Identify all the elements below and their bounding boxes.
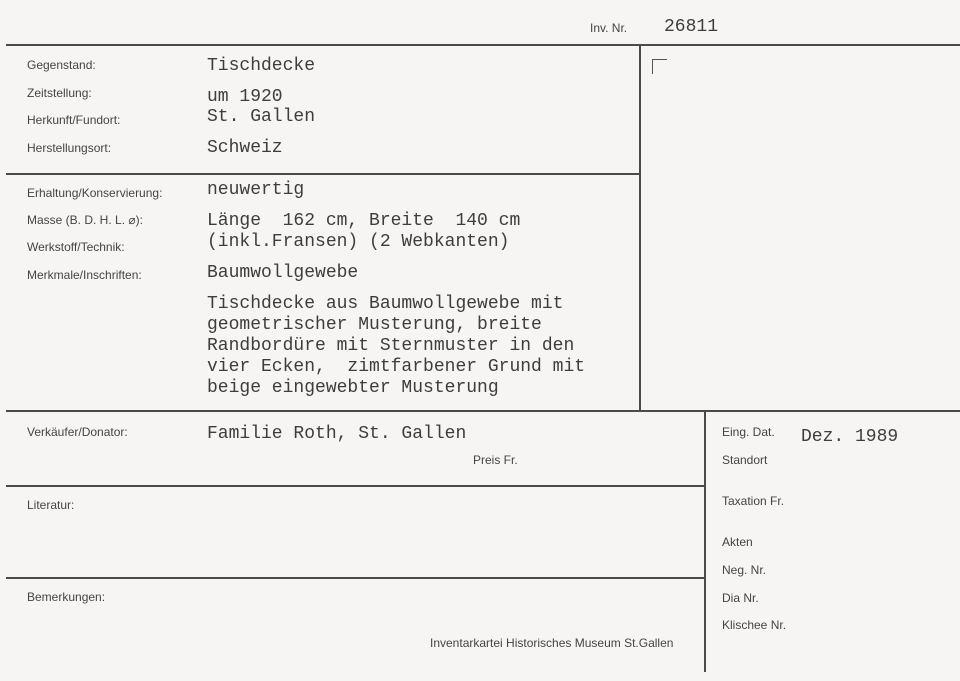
rule-vertical-bottom <box>704 410 706 672</box>
rule-section-4 <box>6 485 704 487</box>
label-masse: Masse (B. D. H. L. ⌀): <box>27 213 143 227</box>
value-eing-dat: Dez. 1989 <box>801 427 899 447</box>
value-herkunft: St. Gallen <box>207 107 316 127</box>
value-description-line-1: Tischdecke aus Baumwollgewebe mit <box>207 294 564 314</box>
rule-vertical-top <box>639 44 641 410</box>
label-klischee-nr: Klischee Nr. <box>722 618 787 632</box>
label-herkunft: Herkunft/Fundort: <box>27 113 121 127</box>
label-taxation: Taxation Fr. <box>722 494 785 508</box>
label-akten: Akten <box>722 535 753 549</box>
value-erhaltung: neuwertig <box>207 180 305 200</box>
label-standort: Standort <box>722 453 768 467</box>
label-herstellungsort: Herstellungsort: <box>27 141 112 155</box>
value-description-line-3: Randbordüre mit Sternmuster in den <box>207 336 575 356</box>
label-neg-nr: Neg. Nr. <box>722 563 767 577</box>
inv-number-value: 26811 <box>664 17 719 37</box>
corner-mark <box>652 59 667 74</box>
value-description-line-4: vier Ecken, zimtfarbener Grund mit <box>207 357 586 377</box>
rule-section-2 <box>6 173 640 175</box>
label-dia-nr: Dia Nr. <box>722 591 759 605</box>
label-merkmale: Merkmale/Inschriften: <box>27 268 142 282</box>
label-gegenstand: Gegenstand: <box>27 58 96 72</box>
value-herstellungsort: Schweiz <box>207 138 283 158</box>
label-bemerkungen: Bemerkungen: <box>27 590 106 604</box>
value-verkaeufer: Familie Roth, St. Gallen <box>207 424 467 444</box>
value-masse-line-2: (inkl.Fransen) (2 Webkanten) <box>207 232 510 252</box>
label-eing-dat: Eing. Dat. <box>722 425 775 439</box>
label-zeitstellung: Zeitstellung: <box>27 86 92 100</box>
value-zeitstellung: um 1920 <box>207 87 283 107</box>
label-preis: Preis Fr. <box>473 453 518 467</box>
rule-section-3 <box>6 410 960 412</box>
value-masse-line-1: Länge 162 cm, Breite 140 cm <box>207 211 521 231</box>
value-gegenstand: Tischdecke <box>207 56 316 76</box>
label-verkaeufer: Verkäufer/Donator: <box>27 425 128 439</box>
label-erhaltung: Erhaltung/Konservierung: <box>27 186 163 200</box>
value-description-line-5: beige eingewebter Musterung <box>207 378 499 398</box>
value-werkstoff: Baumwollgewebe <box>207 263 359 283</box>
value-description-line-2: geometrischer Musterung, breite <box>207 315 542 335</box>
card-footer: Inventarkartei Historisches Museum St.Gallen <box>430 636 674 650</box>
rule-top <box>6 44 960 46</box>
label-literatur: Literatur: <box>27 498 75 512</box>
label-werkstoff: Werkstoff/Technik: <box>27 240 125 254</box>
rule-section-5 <box>6 577 704 579</box>
inv-number-label: Inv. Nr. <box>590 21 628 35</box>
